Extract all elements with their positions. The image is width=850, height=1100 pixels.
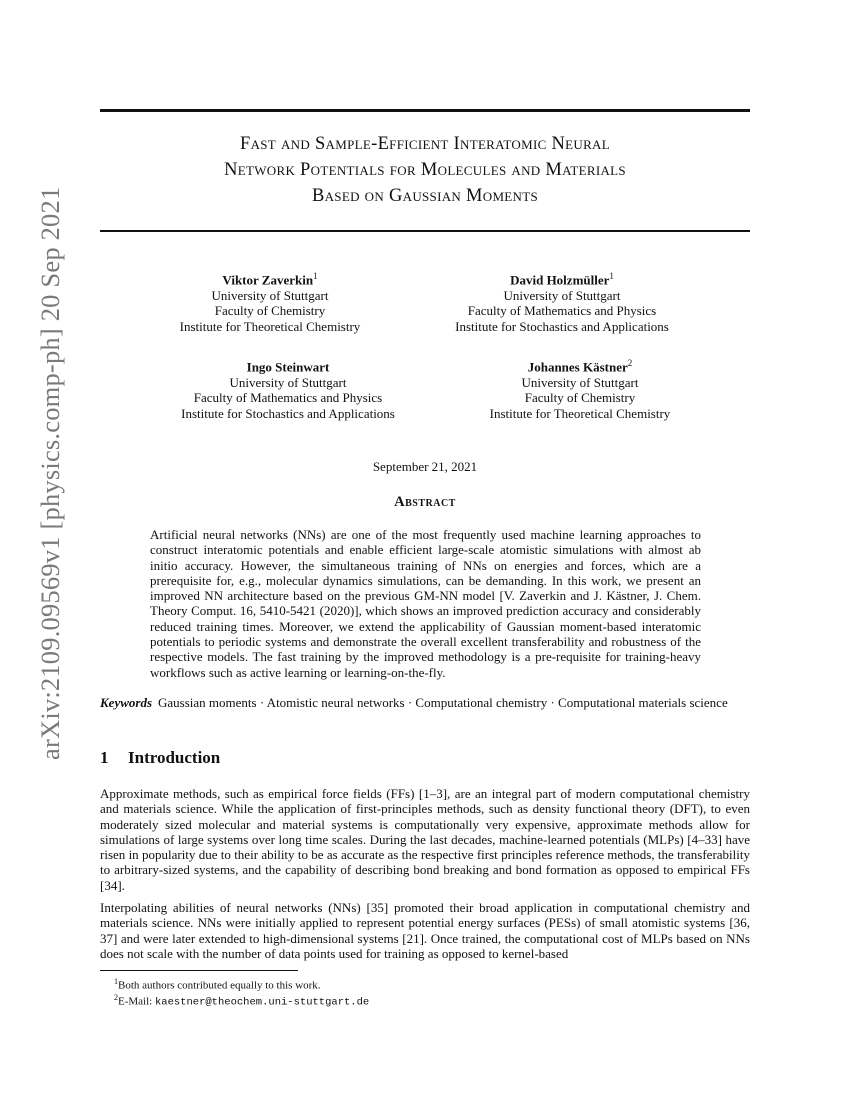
section-number: 1 [100,748,109,767]
author-affiliation: University of Stuttgart [229,374,347,390]
paper-title [100,131,750,209]
author-block [153,356,423,421]
email-address: kaestner@theochem.uni-stuttgart.de [154,996,370,1009]
author-block [427,269,697,334]
section-heading [100,748,220,768]
author-affiliation: Institute for Theoretical Chemistry [489,405,671,421]
title-top-rule [100,109,750,112]
arxiv-identifier: arXiv:2109.09569v1 [physics.comp-ph] 20 Sep 2021 [35,186,65,760]
author-name: Johannes Kästner$^2$ [527,358,633,375]
keywords-text: Gaussian moments · Atomistic neural networks · Computational chemistry · Computational materials science [158,695,728,710]
author-affiliation: University of Stuttgart [503,287,621,303]
author-name: Viktor Zaverkin$^1$ [222,271,318,288]
body-paragraph: Approximate methods, such as empirical force fields (FFs) [1–3], are an integral part of modern computational chemistry and materials science. While the application of first-principles methods, such as density functional theory (DFT), to even moderately sized molecular and material systems is computationally very expensive, approximate methods allow for simulations of large systems over long time scales. During the last decades, machine-learned potentials (MLPs) [4–33] have risen in popularity due to their ability to be as accurate as the respective first principles reference methods, the transferability to arbitrary-sized systems, and the capability of describing bond breaking and bond formation as opposed to empirical FFs [34]. [100,786,750,893]
author-block [445,356,715,421]
author-name: Ingo Steinwart [246,359,330,375]
footnote-rule [100,970,298,971]
keywords-label: Keywords [100,695,152,710]
author-affiliation: University of Stuttgart [211,287,329,303]
title-line: Fast and Sample-Efficient Interatomic Neural [240,134,610,154]
title-bottom-rule [100,230,750,232]
title-line: Network Potentials for Molecules and Materials [224,160,626,180]
footnote: $^1$Both authors contributed equally to this work. [114,977,321,992]
author-affiliation: Institute for Theoretical Chemistry [179,318,361,334]
author-block [135,269,405,334]
author-affiliation: Institute for Stochastics and Applications [455,318,669,334]
footnote: $^2$E-Mail: kaestner@theochem.uni-stuttgart.de [114,993,370,1009]
body-paragraph: Interpolating abilities of neural networks (NNs) [35] promoted their broad application in computational chemistry and materials science. NNs were initially applied to represent potential energy surfaces (PESs) of small atomistic systems [36, 37] and were later extended to high-dimensional systems [21]. Once trained, the computational cost of MLPs based on NNs does not scale with the number of data points used for training as opposed to kernel-based [100,900,750,961]
author-affiliation: Faculty of Mathematics and Physics [467,303,657,319]
abstract-heading: Abstract [394,494,456,510]
author-affiliation: Faculty of Chemistry [524,390,636,406]
author-affiliation: Faculty of Mathematics and Physics [193,390,383,406]
author-name: David Holzmüller$^1$ [510,271,614,288]
author-affiliation: Faculty of Chemistry [214,303,326,319]
author-affiliation: Institute for Stochastics and Applications [181,405,395,421]
title-line: Based on Gaussian Moments [311,186,539,206]
section-title: Introduction [128,748,221,767]
author-affiliation: University of Stuttgart [521,374,639,390]
abstract-text: Artificial neural networks (NNs) are one of the most frequently used machine learning approaches to construct interatomic potentials and enable efficient large-scale atomistic simulations with almost ab initio accuracy. However, the simultaneous training of NNs on energies and forces, which are a prerequisite for, e.g., molecular dynamics simulations, can be demanding. In this work, we present an improved NN architecture based on the previous GM-NN model [V. Zaverkin and J. Kästner, J. Chem. Theory Comput. 16, 5410-5421 (2020)], which shows an improved prediction accuracy and considerably reduced training times. Moreover, we extend the applicability of Gaussian moment-based interatomic potentials to periodic systems and demonstrate the overall excellent transferability and robustness of the respective models. The fast training by the improved methodology is a pre-requisite for training-heavy workflows such as active learning or learning-on-the-fly. [150,527,701,680]
publication-date: September 21, 2021 [372,459,478,474]
keywords [100,695,750,711]
